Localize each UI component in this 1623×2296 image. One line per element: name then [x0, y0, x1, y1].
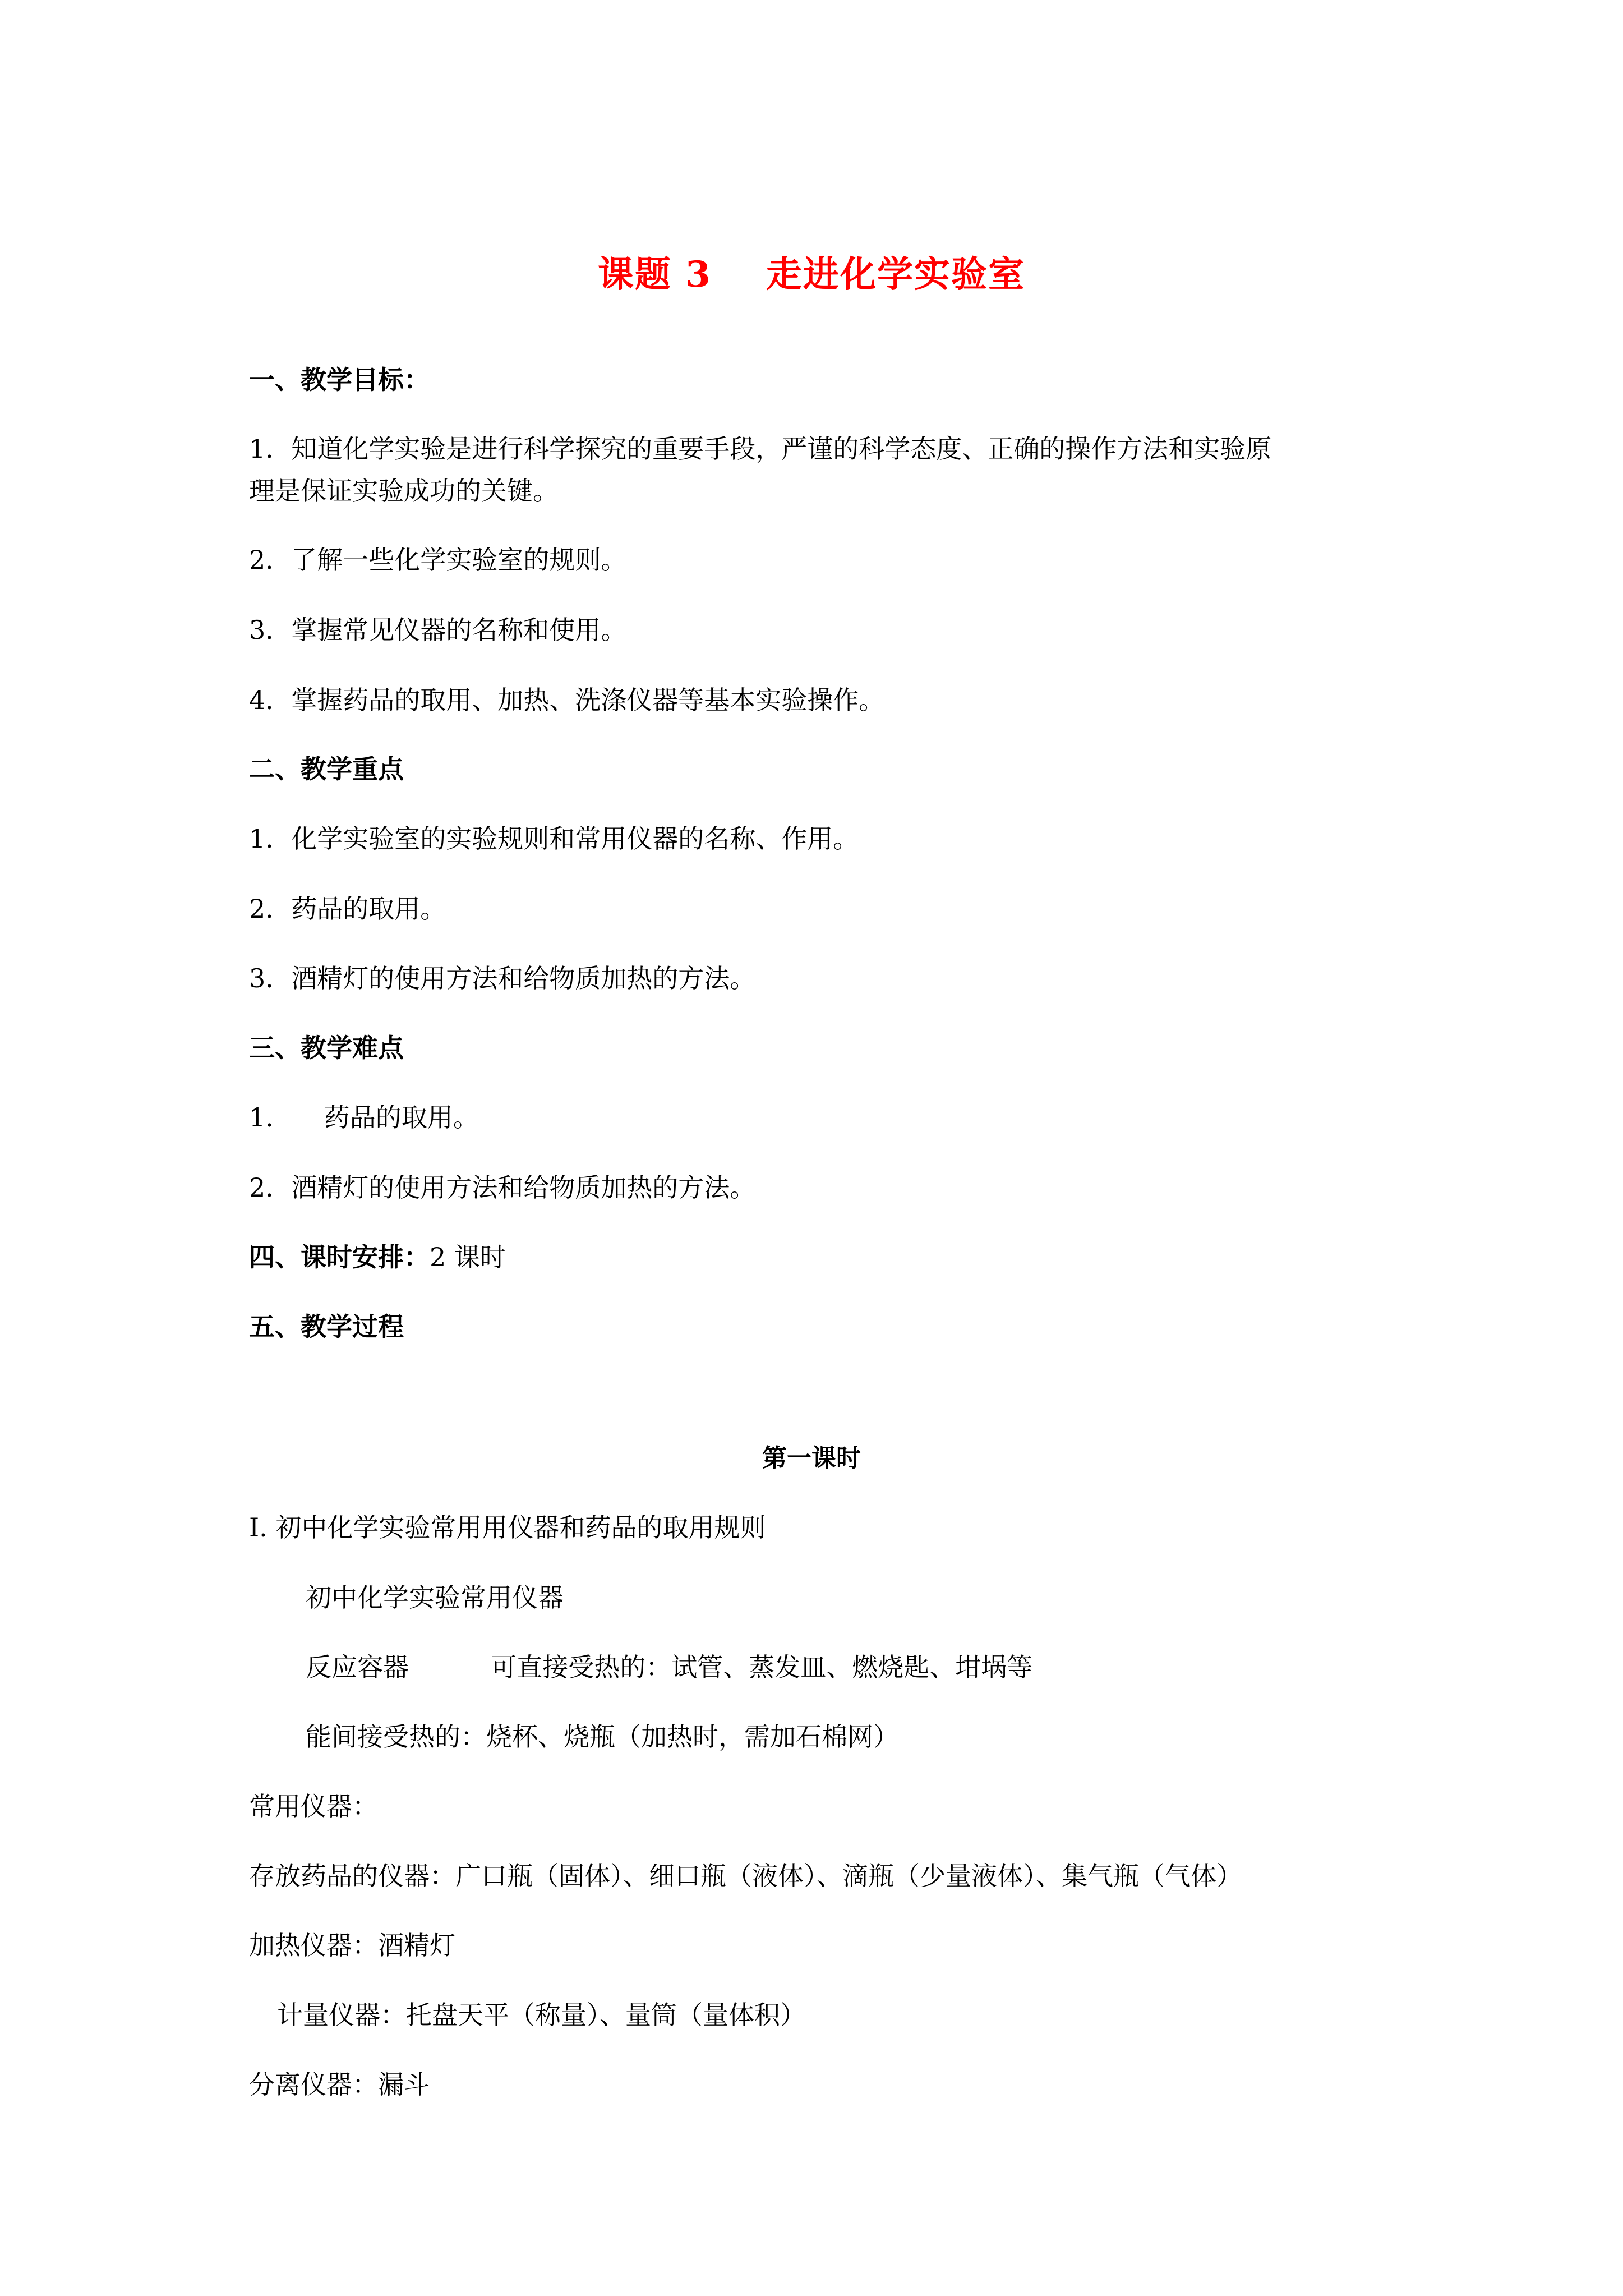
section-heading-process: 五、教学过程	[249, 1312, 404, 1342]
lesson-line: 反应容器 可直接受热的：试管、蒸发皿、燃烧匙、坩埚等	[306, 1652, 1033, 1682]
section-heading-objectives: 一、教学目标：	[249, 365, 430, 395]
lesson-line: 加热仪器：酒精灯	[249, 1930, 455, 1961]
section-heading-key-points: 二、教学重点	[249, 754, 404, 784]
lesson-line: 能间接受热的：烧杯、烧瓶（加热时，需加石棉网）	[306, 1722, 899, 1752]
lesson-line: Ⅰ. 初中化学实验常用用仪器和药品的取用规则	[249, 1512, 766, 1543]
lesson-line: 分离仪器：漏斗	[249, 2069, 430, 2100]
lesson-line: 计量仪器：托盘天平（称量）、量筒（量体积）	[277, 2000, 806, 2030]
objective-item: 理是保证实验成功的关键。	[249, 476, 559, 506]
objective-item: 1．知道化学实验是进行科学探究的重要手段，严谨的科学态度、正确的操作方法和实验原	[249, 434, 1272, 464]
section-heading-difficulties: 三、教学难点	[249, 1033, 404, 1063]
section-heading-schedule: 四、课时安排：	[249, 1242, 430, 1272]
objective-item: 2．了解一些化学实验室的规则。	[249, 545, 627, 575]
key-point-item: 1．化学实验室的实验规则和常用仪器的名称、作用。	[249, 823, 859, 854]
lesson-line: 常用仪器：	[249, 1791, 378, 1821]
objective-item: 4．掌握药品的取用、加热、洗涤仪器等基本实验操作。	[249, 685, 885, 715]
key-point-item: 3．酒精灯的使用方法和给物质加热的方法。	[249, 963, 756, 993]
lesson-heading: 第一课时	[762, 1444, 861, 1473]
lesson-line: 初中化学实验常用仪器	[306, 1582, 564, 1613]
difficulty-item: 2．酒精灯的使用方法和给物质加热的方法。	[249, 1172, 756, 1203]
difficulty-item: 1． 药品的取用。	[249, 1102, 479, 1133]
schedule-value: 2 课时	[430, 1242, 506, 1272]
key-point-item: 2．药品的取用。	[249, 894, 446, 924]
objective-item: 3．掌握常见仪器的名称和使用。	[249, 615, 627, 645]
lesson-line: 存放药品的仪器：广口瓶（固体）、细口瓶（液体）、滴瓶（少量液体）、集气瓶（气体）	[249, 1861, 1242, 1891]
page-title: 课题 3 走进化学实验室	[598, 254, 1025, 296]
schedule-line	[249, 1235, 506, 1280]
